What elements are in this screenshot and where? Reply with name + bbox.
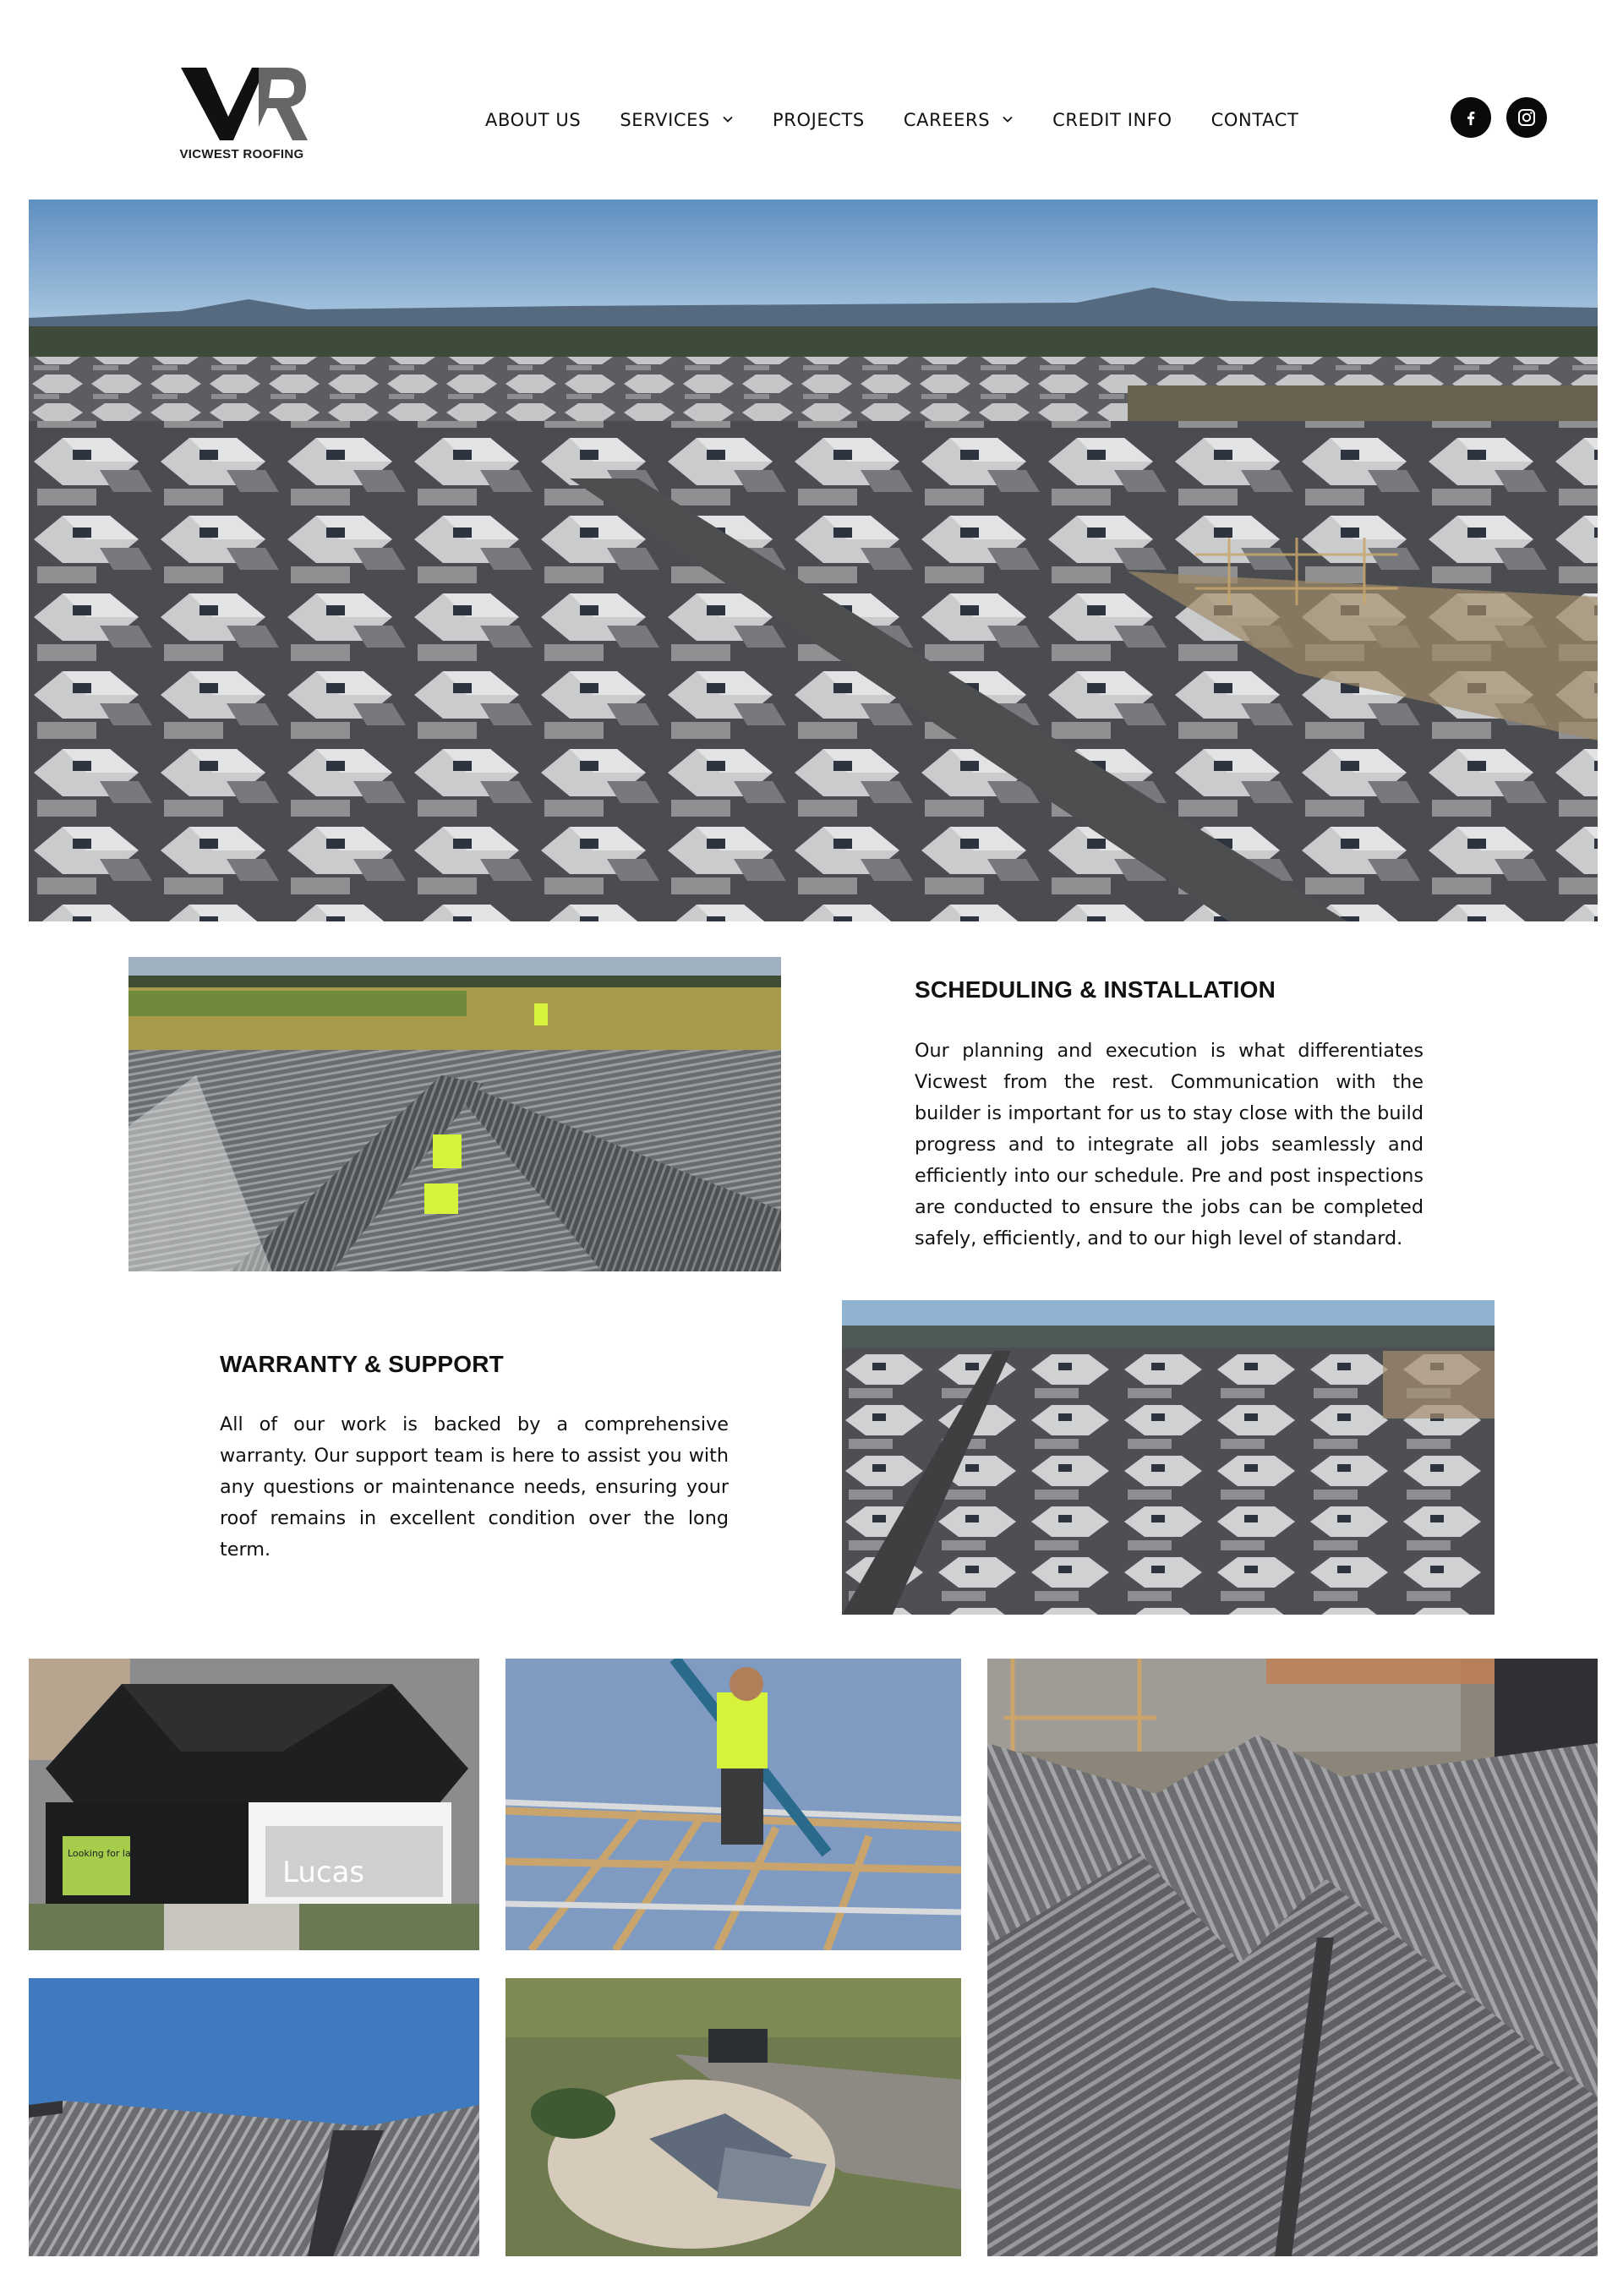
new-build-aerial-photo (505, 1978, 961, 2256)
display-home-photo (29, 1659, 479, 1950)
vr-logo-mark (181, 66, 308, 142)
nav-contact[interactable] (1211, 110, 1299, 130)
nav-label: ABOUT US (485, 110, 582, 130)
housing-estate-aerial-photo (842, 1300, 1495, 1615)
nav-about-us[interactable] (485, 110, 581, 130)
chevron-down-icon (1002, 113, 1014, 125)
warranty-body: All of our work is backed by a comprehensive warranty. Our support team is here to assist you with any questions or maintenance needs, ensuring your roof remains in excellent condition over the long term. (220, 1413, 729, 1561)
facebook-link[interactable] (1451, 97, 1491, 138)
warranty-title: WARRANTY & SUPPORT (220, 1351, 504, 1377)
nav-services[interactable] (620, 110, 734, 130)
corrugated-roof-closeup-photo (987, 1659, 1598, 2256)
hero-aerial-estate-photo (29, 200, 1598, 921)
roofers-installing-photo (128, 957, 781, 1271)
roofer-on-frame-photo (505, 1659, 961, 1950)
chevron-down-icon (722, 113, 734, 125)
scheduling-title: SCHEDULING & INSTALLATION (915, 976, 1276, 1003)
sign-looking-for-land: Looking for land? (68, 1848, 148, 1859)
brand-name: VICWEST ROOFING (179, 147, 304, 161)
nav-label: SERVICES (620, 110, 710, 130)
instagram-icon (1516, 107, 1537, 128)
instagram-link[interactable] (1506, 97, 1547, 138)
nav-label: CONTACT (1210, 110, 1299, 130)
brand-logo[interactable] (166, 66, 318, 166)
nav-credit-info[interactable] (1052, 110, 1172, 130)
facebook-icon (1462, 108, 1480, 127)
nav-projects[interactable] (773, 110, 865, 130)
main-nav (485, 107, 1298, 134)
nav-careers[interactable] (904, 110, 1014, 130)
scheduling-body: Our planning and execution is what differentiates Vicwest from the rest. Communication with the builder is important for us to stay close with the build progress and to integrate all jobs seamlessly and efficiently into our schedule. Pre and post inspections are conducted to ensure the jobs can be completed safely, efficiently, and to our high level of standard. (915, 1040, 1424, 1249)
site-header (0, 0, 1623, 200)
nav-label: PROJECTS (772, 110, 865, 130)
roof-ridge-sky-photo (29, 1978, 479, 2256)
nav-label: CAREERS (903, 110, 991, 130)
nav-label: CREDIT INFO (1052, 110, 1172, 130)
sign-lucas: Lucas (282, 1856, 365, 1889)
